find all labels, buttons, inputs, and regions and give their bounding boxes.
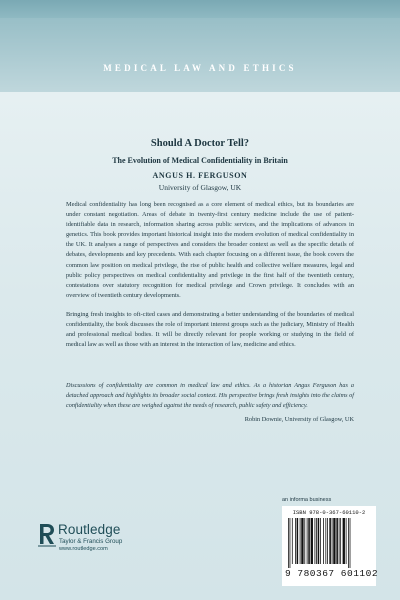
endorsement-attribution: Robin Downie, University of Glasgow, UK [244,416,354,423]
publisher-group: Taylor & Francis Group [59,538,123,545]
publisher-logo [37,522,145,562]
header-band [0,0,400,92]
business-tag: an informa business [282,497,332,503]
author-affiliation: University of Glasgow, UK [158,183,242,192]
publisher-url[interactable]: www.routledge.com [59,546,108,552]
barcode-image [288,518,370,568]
barcode-digits: 9 780367 601102 [285,568,379,579]
book-subtitle: The Evolution of Medical Confidentiality in Britain [112,156,288,165]
title-block [0,138,400,192]
isbn-label: ISBN 978-0-367-60110-2 [292,509,366,516]
author-name: ANGUS H. FERGUSON [152,171,248,180]
publisher-name: Routledge [58,522,121,537]
routledge-logo-icon [37,522,57,548]
barcode-box [282,506,379,586]
description-paragraph-1: Medical confidentiality has long been recognised as a core element of medical ethics, but its boundaries are under constant negotiation. Areas of debate in twenty-first century medicine include the use of patient-identifiable data in research, information sharing across public services, and the implications of advances in genetics. This book provides important historical insight into the modern evolution of medical confidentiality in the UK. It analyses a range of perspectives and considers the broader context as well as the specific details of debates, developments and key precedents. With each chapter focusing on a different issue, the book covers the common law position on medical privilege, the rise of public health and collective welfare measures, legal and public policy perspectives on medical confidentiality and privilege in the first half of the twentieth century, contestations over statutory recognition for medical privilege and Crown privilege. It concludes with an overview of twentieth century developments. [66,201,354,299]
book-title: Should A Doctor Tell? [150,138,250,149]
description-paragraph-2: Bringing fresh insights to oft-cited cases and demonstrating a better understanding of the boundaries of medical confidentiality, the book discusses the role of important interest groups such as the judiciary, Ministry of Health and professional medical bodies. It will be directly relevant for people working or studying in the field of medical law as well as those with an interest in the interaction of law, medicine and ethics. [66,311,354,349]
endorsement-quote: Discussions of confidentiality are common in medical law and ethics. As a historian Angus Ferguson has a detached approach and highlights its broader social context. His perspective brings fresh insights into the claims of confidentiality when these are weighed against the needs of research, public safety and efficiency. [66,382,354,410]
series-title: MEDICAL LAW AND ETHICS [103,63,297,73]
